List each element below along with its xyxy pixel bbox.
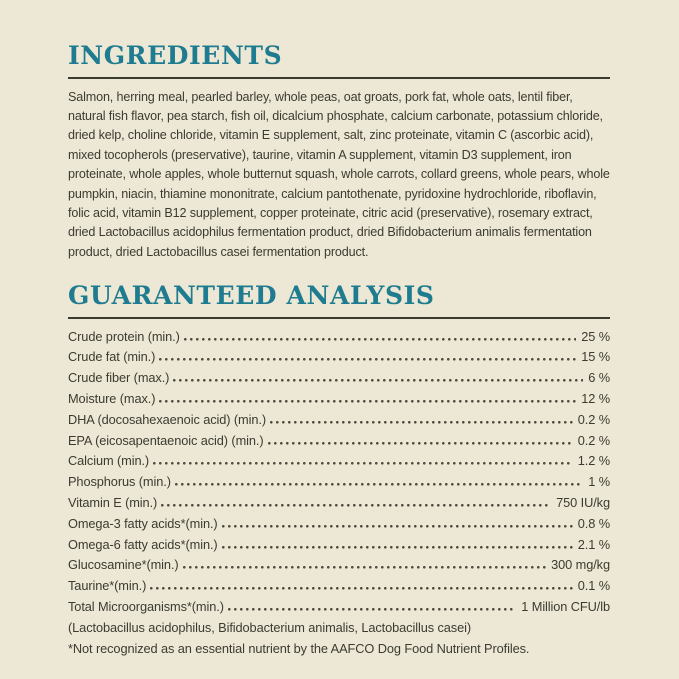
dot-leader: [173, 379, 583, 382]
dot-leader: [175, 483, 583, 486]
analysis-row-value: 0.2 %: [577, 411, 610, 427]
analysis-row-calcium: [68, 451, 610, 472]
analysis-row-value: 15 %: [581, 349, 610, 365]
analysis-row-crude-protein: [68, 327, 610, 348]
guaranteed-analysis-table: [68, 327, 610, 618]
analysis-row-value: 0.8 %: [577, 515, 610, 531]
dot-leader: [183, 566, 547, 569]
analysis-row-phosphorus: [68, 472, 610, 493]
dot-leader: [150, 587, 573, 590]
analysis-row-label: Vitamin E (min.): [68, 495, 158, 511]
analysis-row-epa: [68, 431, 610, 452]
dot-leader: [153, 462, 573, 465]
analysis-row-taurine: [68, 576, 610, 597]
analysis-row-label: Omega-6 fatty acids*(min.): [68, 536, 218, 552]
analysis-row-value: 1 %: [588, 474, 610, 490]
ingredients-text: Salmon, herring meal, pearled barley, whole peas, oat groats, pork fat, whole oats, lentil fiber, natural fish flavor, pea starch, fish oil, dicalcium phosphate, calcium carbonate, potassium chloride, dried kelp, choline chloride, vitamin E supplement, salt, zinc proteinate, vitamin C (ascorbic acid), mixed tocopherols (preservative), taurine, vitamin A supplement, vitamin D3 supplement, iron proteinate, whole apples, whole butternut squash, whole carrots, collard greens, whole pears, whole pumpkin, niacin, thiamine mononitrate, calcium pantothenate, pyridoxine hydrochloride, riboflavin, folic acid, vitamin B12 supplement, copper proteinate, citric acid (preservative), rosemary extract, dried Lactobacillus acidophilus fermentation product, dried Bifidobacterium animalis fermentation product, dried Lactobacillus casei fermentation product.: [68, 89, 610, 259]
analysis-row-vitamin-e: [68, 493, 610, 514]
analysis-row-value: 25 %: [581, 328, 610, 344]
guaranteed-analysis-title: GUARANTEED ANALYSIS: [68, 281, 435, 311]
analysis-row-label: EPA (eicosapentaenoic acid) (min.): [68, 432, 264, 448]
dot-leader: [161, 504, 551, 507]
dot-leader: [270, 421, 573, 424]
analysis-row-label: Crude fiber (max.): [68, 370, 170, 386]
dot-leader: [184, 338, 576, 341]
dot-leader: [222, 525, 573, 528]
analysis-row-value: 750 IU/kg: [556, 495, 610, 511]
analysis-row-total-microorganisms: [68, 597, 610, 618]
analysis-row-label: Crude fat (min.): [68, 349, 156, 365]
analysis-row-value: 300 mg/kg: [551, 557, 610, 573]
analysis-row-label: Moisture (max.): [68, 391, 156, 407]
analysis-row-value: 1 Million CFU/lb: [521, 599, 610, 615]
analysis-row-label: DHA (docosahexaenoic acid) (min.): [68, 411, 266, 427]
analysis-row-label: Crude protein (min.): [68, 328, 180, 344]
analysis-row-value: 6 %: [588, 370, 610, 386]
analysis-row-moisture: [68, 389, 610, 410]
dot-leader: [228, 608, 516, 611]
guaranteed-analysis-section: [68, 282, 610, 659]
analysis-row-label: Glucosamine*(min.): [68, 557, 179, 573]
ingredients-divider: [68, 77, 610, 79]
analysis-row-crude-fiber: [68, 368, 610, 389]
dot-leader: [159, 400, 576, 403]
analysis-row-label: Omega-3 fatty acids*(min.): [68, 515, 218, 531]
ingredients-title: INGREDIENTS: [68, 41, 283, 70]
analysis-row-label: Phosphorus (min.): [68, 474, 171, 490]
analysis-row-value: 0.2 %: [577, 432, 610, 448]
analysis-row-crude-fat: [68, 347, 610, 368]
analysis-row-omega-3: [68, 514, 610, 535]
analysis-row-value: 12 %: [581, 391, 610, 407]
aafco-footnote: *Not recognized as an essential nutrient by the AAFCO Dog Food Nutrient Profiles.: [68, 640, 530, 656]
analysis-row-value: 1.2 %: [577, 453, 610, 469]
analysis-row-label: Taurine*(min.): [68, 578, 147, 594]
dot-leader: [222, 546, 573, 549]
analysis-row-dha: [68, 410, 610, 431]
microorganisms-subnote: (Lactobacillus acidophilus, Bifidobacterium animalis, Lactobacillus casei): [68, 619, 472, 635]
analysis-row-value: 2.1 %: [577, 536, 610, 552]
guaranteed-analysis-divider: [68, 317, 610, 319]
analysis-row-glucosamine: [68, 555, 610, 576]
analysis-row-label: Calcium (min.): [68, 453, 150, 469]
dot-leader: [159, 358, 576, 361]
analysis-row-value: 0.1 %: [577, 578, 610, 594]
ingredients-section: [68, 42, 610, 262]
dot-leader: [268, 442, 573, 445]
analysis-row-label: Total Microorganisms*(min.): [68, 599, 224, 615]
analysis-row-omega-6: [68, 535, 610, 556]
